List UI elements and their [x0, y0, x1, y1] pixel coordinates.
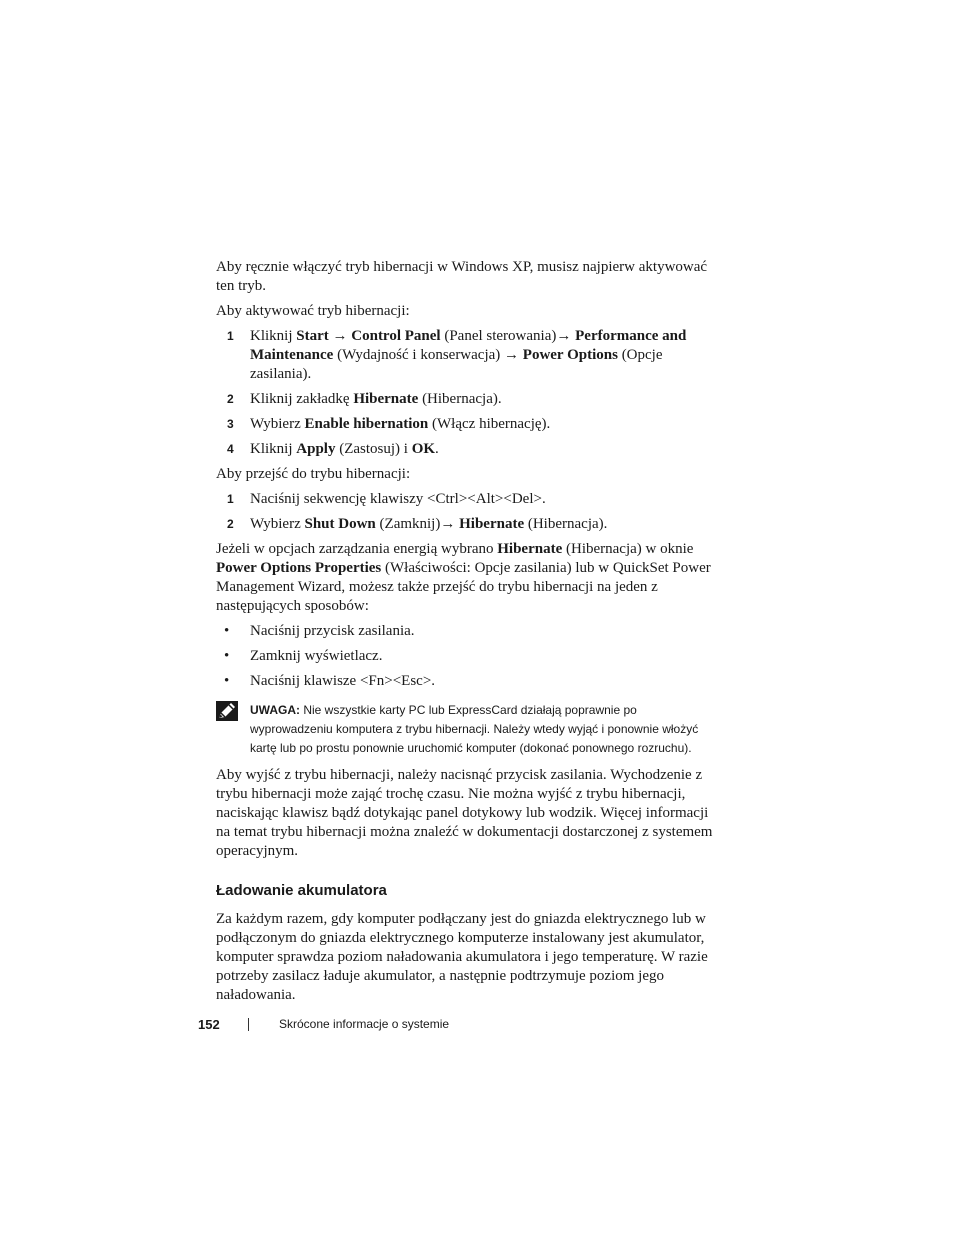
ui-term: Performance and Maintenance [250, 328, 687, 363]
list-item: 3 Wybierz Enable hibernation (Włącz hibernację). [227, 416, 551, 432]
bullet-icon: • [224, 673, 230, 689]
step-number: 2 [227, 517, 234, 531]
power-options-paragraph: Jeżeli w opcjach zarządzania energią wybrano Hibernate (Hibernacja) w oknie Power Options Properties (Właściwości: Opcje zasilania) lub w QuickSet Power Management Wizard, możesz także przejść do trybu hibernacji na jeden z następujących sposobów: [216, 541, 711, 614]
list-item: 1 Naciśnij sekwencję klawiszy <Ctrl><Alt><Del>. [227, 491, 546, 507]
enter-steps-list [216, 490, 716, 534]
note-label: UWAGA: [250, 703, 300, 717]
activate-steps-list [216, 327, 716, 459]
activate-heading: Aby aktywować tryb hibernacji: [216, 303, 410, 319]
step-number: 3 [227, 417, 234, 431]
charging-paragraph: Za każdym razem, gdy komputer podłączany jest do gniazda elektrycznego lub w podłączonym do gniazda elektrycznego komputerze instalowany jest akumulator, komputer sprawdza poziom naładowania akumulatora i jego temperaturę. W razie potrzeby zasilacz ładuje akumulator, a następnie podtrzymuje poziom jego naładowania. [216, 911, 708, 1003]
step-number: 1 [227, 329, 234, 343]
step-number: 4 [227, 442, 234, 456]
ui-term: Control Panel [351, 328, 441, 344]
list-item: • Zamknij wyświetlacz. [224, 648, 383, 664]
document-body [216, 258, 716, 1011]
page-number: 152 [198, 1017, 220, 1032]
step-number: 1 [227, 492, 234, 506]
ui-term: Hibernate [497, 541, 563, 557]
ui-term: Hibernate [353, 391, 419, 407]
section-heading: Ładowanie akumulatora [216, 882, 387, 899]
ui-term: Power Options Properties [216, 560, 382, 576]
exit-hibernation-paragraph: Aby wyjść z trybu hibernacji, należy nacisnąć przycisk zasilania. Wychodzenie z trybu hibernacji może zająć trochę czasu. Nie można wyjść z trybu hibernacji, naciskając klawisz bądź dotykając panel dotykowy lub wodzik. Więcej informacji na temat trybu hibernacji można znaleźć w dokumentacji dostarczonej z systemem operacyjnym. [216, 767, 713, 859]
list-item: 4 Kliknij Apply (Zastosuj) i OK. [227, 441, 439, 457]
enter-heading: Aby przejść do trybu hibernacji: [216, 466, 411, 482]
bullet-list [216, 622, 716, 691]
ui-term: OK [411, 441, 436, 457]
list-item: • Naciśnij przycisk zasilania. [224, 623, 415, 639]
footer-section-title: Skrócone informacje o systemie [279, 1017, 450, 1031]
bullet-icon: • [224, 648, 230, 664]
note-text: Nie wszystkie karty PC lub ExpressCard działają poprawnie po wyprowadzeniu komputera z trybu hibernacji. Należy wtedy wyjąć i ponownie włożyć kartę lub po prostu ponownie uruchomić komputer (dokonać ponownego rozruchu). [250, 703, 699, 755]
note-box [216, 701, 716, 758]
ui-term: Hibernate [459, 516, 525, 532]
ui-term: Apply [296, 441, 336, 457]
list-item: 2 Wybierz Shut Down (Zamknij)→ Hibernate (Hibernacja). [227, 516, 608, 532]
bullet-icon: • [224, 623, 230, 639]
ui-term: Start [296, 328, 329, 344]
list-item: 2 Kliknij zakładkę Hibernate (Hibernacja). [227, 391, 502, 407]
list-item: • Naciśnij klawisze <Fn><Esc>. [224, 673, 436, 689]
ui-term: Shut Down [304, 516, 376, 532]
pencil-note-icon [216, 701, 238, 721]
step-number: 2 [227, 392, 234, 406]
ui-term: Enable hibernation [304, 416, 429, 432]
ui-term: Power Options [522, 347, 618, 363]
list-item: 1 Kliknij Start → Control Panel (Panel sterowania)→ Performance and Maintenance (Wydajność i konserwacja) → Power Options (Opcje zasilania). [227, 328, 687, 382]
intro-paragraph: Aby ręcznie włączyć tryb hibernacji w Windows XP, musisz najpierw aktywować ten tryb. [216, 259, 708, 294]
footer-divider [248, 1018, 249, 1031]
